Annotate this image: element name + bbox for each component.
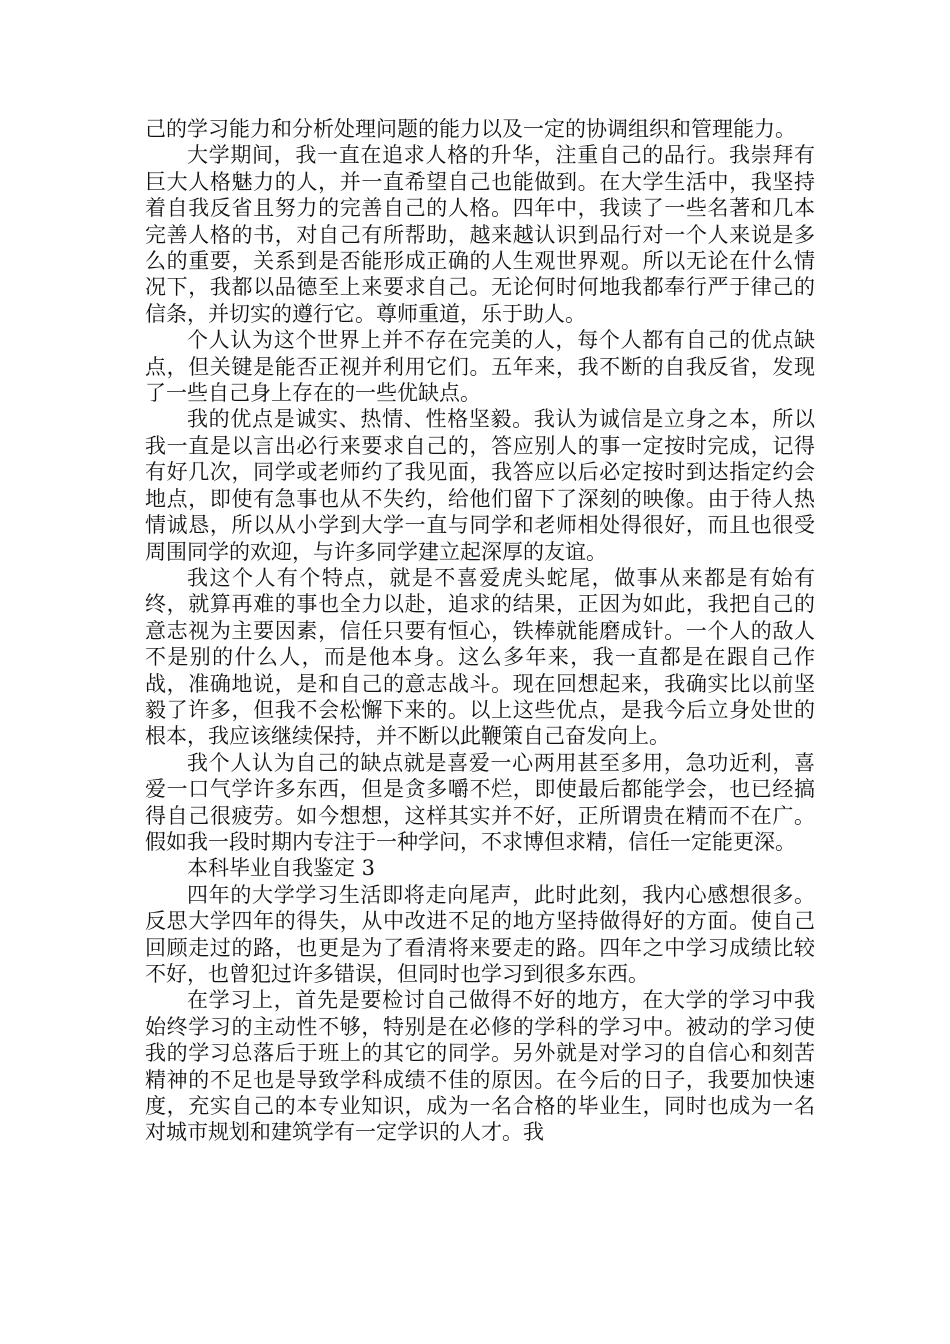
paragraph-continued: 己的学习能力和分析处理问题的能力以及一定的协调组织和管理能力。 (145, 117, 796, 141)
paragraph-strengths: 我的优点是诚实、热情、性格坚毅。我认为诚信是立身之本，所以我一直是以言出必行来要求自己的，答应别人的事一定按时完成，记得有好几次，同学或老师约了我见面，我答应以后必定按时到达指定约会地点，即使有急事也从不失约，给他们留下了深刻的映像。由于待人热情诚恳，所以从小学到大学一直与同学和老师相处得很好，而且也很受周围同学的欢迎，与许多同学建立起深厚的友谊。 (145, 407, 815, 564)
paragraph-character: 大学期间，我一直在追求人格的升华，注重自己的品行。我崇拜有巨大人格魅力的人，并一直希望自己也能做到。在大学生活中，我坚持着自我反省且努力的完善自己的人格。四年中，我读了一些名著和几本完善人格的书，对自己有所帮助，越来越认识到品行对一个人来说是多么的重要，关系到是否能形成正确的人生观世界观。所以无论在什么情况下，我都以品德至上来要求自己。无论何时何地我都奉行严于律己的信条，并切实的遵行它。尊师重道，乐于助人。 (145, 143, 815, 326)
document-page (145, 116, 815, 1146)
paragraph-weaknesses: 我个人认为自己的缺点就是喜爱一心两用甚至多用，急功近利，喜爱一口气学许多东西，但是贪多嚼不烂，即使最后都能学会，也已经搞得自己很疲劳。如今想想，这样其实并不好，正所谓贵在精而不在广。假如我一段时期内专注于一种学问，不求博但求精，信任一定能更深。 (145, 750, 815, 854)
paragraph-perseverance: 我这个人有个特点，就是不喜爱虎头蛇尾，做事从来都是有始有终，就算再难的事也全力以赴，追求的结果，正因为如此，我把自己的意志视为主要因素，信任只要有恒心，铁棒就能磨成针。一个人的敌人不是别的什么人，而是他本身。这么多年来，我一直都是在跟自己作战，准确地说，是和自己的意志战斗。现在回想起来，我确实比以前坚毅了许多，但我不会松懈下来的。以上这些优点，是我今后立身处世的根本，我应该继续保持，并不断以此鞭策自己奋发向上。 (145, 565, 815, 749)
paragraph-section-intro: 四年的大学学习生活即将走向尾声，此时此刻，我内心感想很多。反思大学四年的得失，从中改进不足的地方坚持做得好的方面。使自己回顾走过的路，也更是为了看清将来要走的路。四年之中学习成绩比较不好，也曾犯过许多错误，但同时也学习到很多东西。 (145, 882, 815, 986)
section-heading: 本科毕业自我鉴定 3 (187, 856, 376, 881)
paragraph-study: 在学习上，首先是要检讨自己做得不好的地方，在大学的学习中我始终学习的主动性不够，特别是在必修的学科的学习中。被动的学习使我的学习总落后于班上的其它的同学。另外就是对学习的自信心和刻苦精神的不足也是导致学科成绩不佳的原因。在今后的日子，我要加快速度，充实自己的本专业知识，成为一名合格的毕业生，同时也成为一名对城市规划和建筑学有一定学识的人才。我 (145, 988, 815, 1145)
paragraph-self-reflection: 个人认为这个世界上并不存在完美的人，每个人都有自己的优点缺点，但关键是能否正视并利用它们。五年来，我不断的自我反省，发现了一些自己身上存在的一些优缺点。 (145, 328, 815, 406)
